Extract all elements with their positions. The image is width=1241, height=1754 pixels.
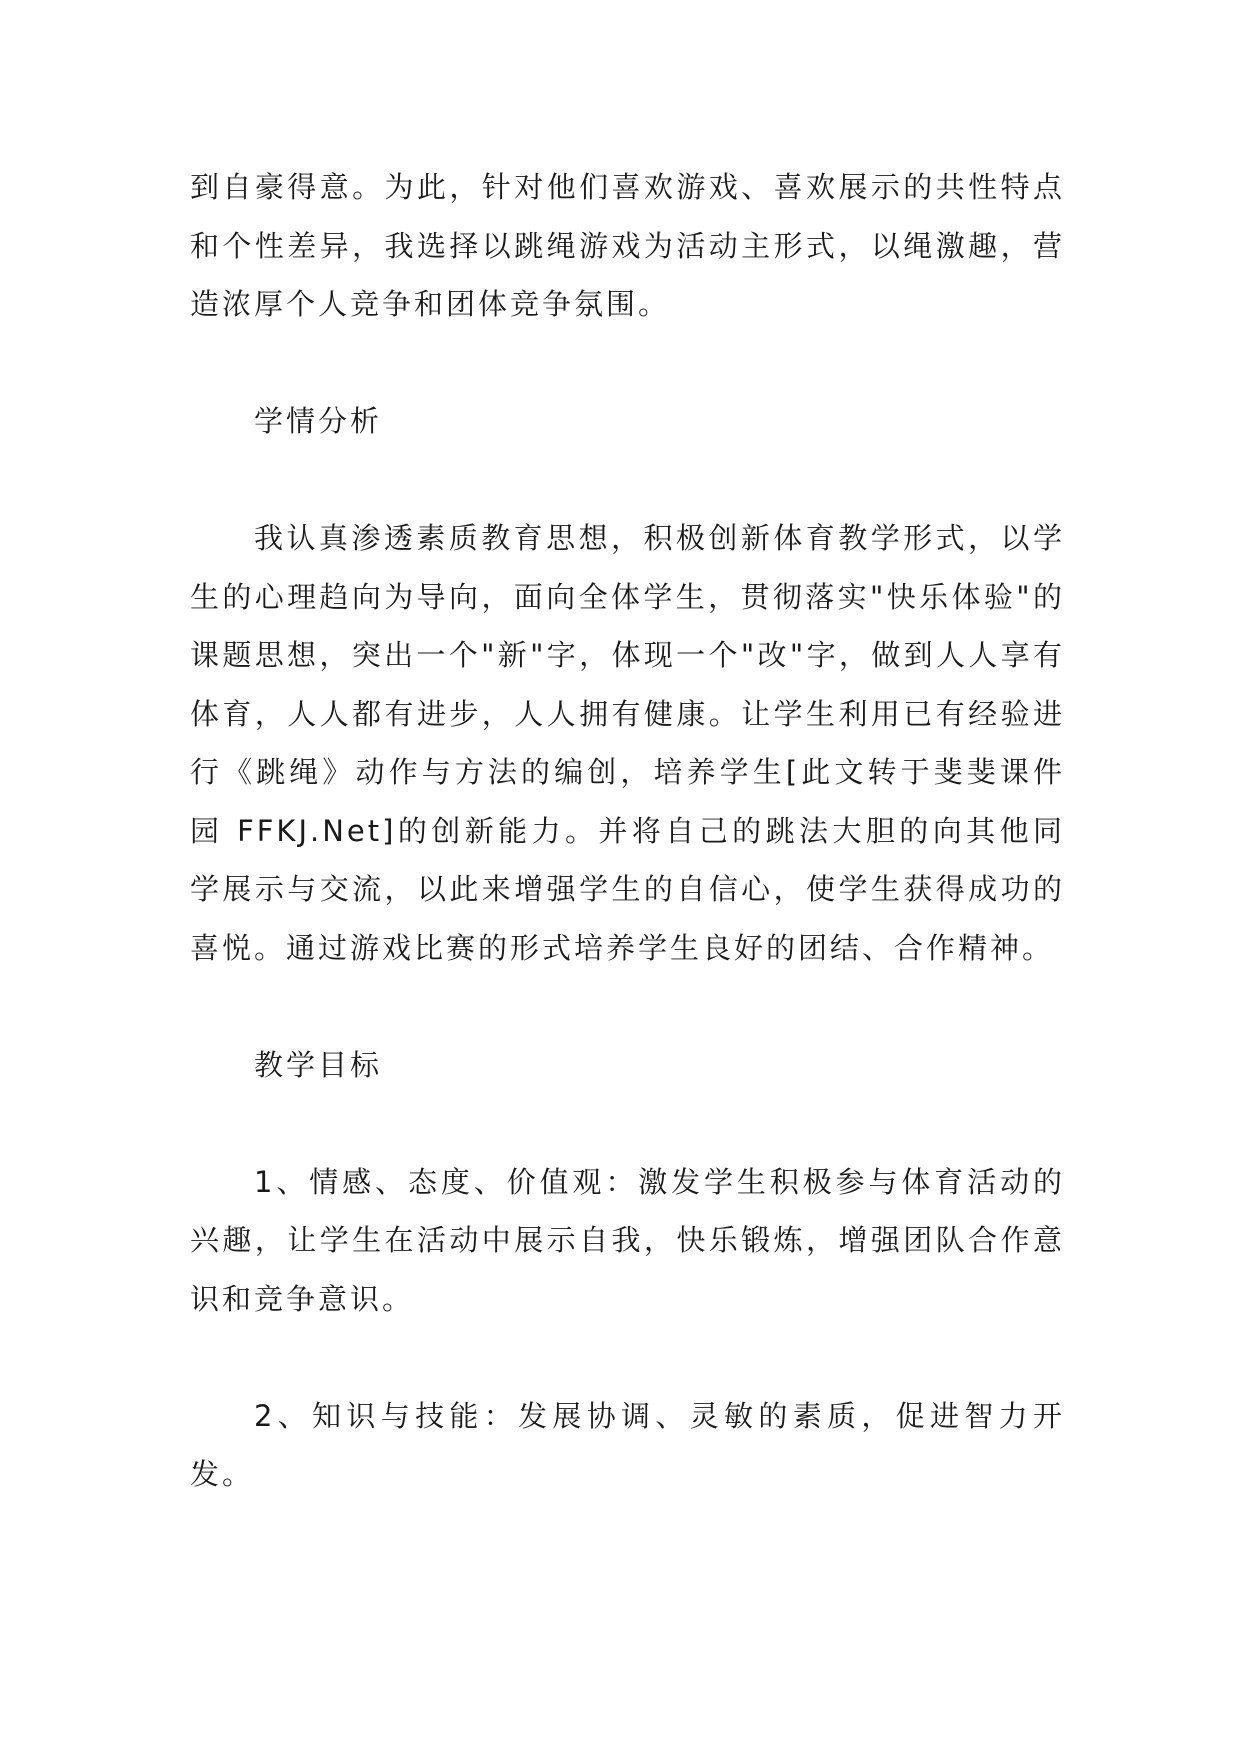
paragraph-intro-continued: 到自豪得意。为此，针对他们喜欢游戏、喜欢展示的共性特点和个性差异，我选择以跳绳游戏为活动主形式，以绳激趣，营造浓厚个人竞争和团体竞争氛围。 xyxy=(190,170,1065,321)
paragraph-goal-2: 2、知识与技能：发展协调、灵敏的素质，促进智力开发。 xyxy=(190,1398,1065,1491)
paragraph-spacer xyxy=(190,334,1065,393)
paragraph-spacer xyxy=(190,451,1065,510)
document-body xyxy=(190,158,1065,1504)
paragraph-spacer xyxy=(190,1094,1065,1153)
paragraph-spacer xyxy=(190,1328,1065,1387)
paragraph-goal-1: 1、情感、态度、价值观：激发学生积极参与体育活动的兴趣，让学生在活动中展示自我，快乐锻炼，增强团队合作意识和竞争意识。 xyxy=(190,1164,1065,1316)
section-heading-learning-analysis: 学情分析 xyxy=(254,404,383,438)
paragraph-spacer xyxy=(190,977,1065,1036)
section-heading-teaching-goals: 教学目标 xyxy=(254,1047,383,1082)
paragraph-learning-analysis: 我认真渗透素质教育思想，积极创新体育教学形式，以学生的心理趋向为导向，面向全体学生，贯彻落实"快乐体验"的课题思想，突出一个"新"字，体现一个"改"字，做到人人享有体育，人人都有进步，人人拥有健康。让学生利用已有经验进行《跳绳》动作与方法的编创，培养学生[此文转于斐斐课件园 FFKJ.Net]的创新能力。并将自己的跳法大胆的向其他同学展示与交流，以此来增强学生的自信心，使学生获得成功的喜悦。通过游戏比赛的形式培养学生良好的团结、合作精神。 xyxy=(190,521,1065,965)
